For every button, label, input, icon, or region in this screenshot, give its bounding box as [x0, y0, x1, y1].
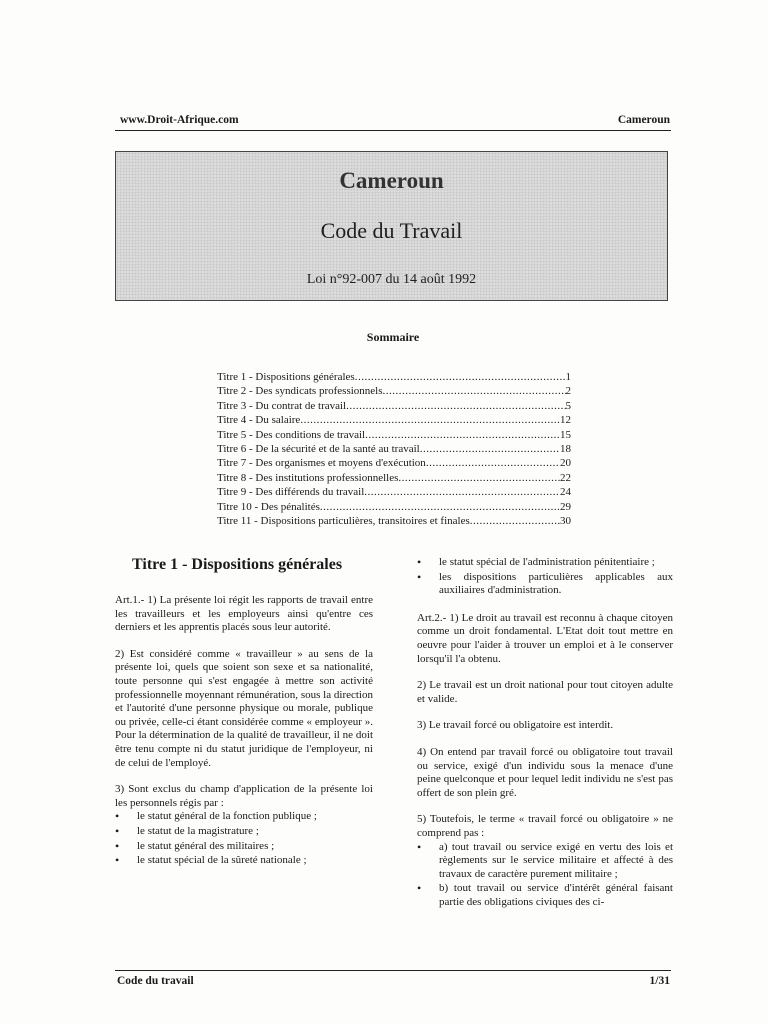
list-item: • le statut de la magistrature ;: [115, 825, 373, 839]
footer-rule: [115, 970, 671, 971]
toc-item: Titre 4 - Du salaire ..... 12: [217, 413, 571, 427]
article-2-label: Art.2.-: [417, 611, 447, 624]
toc-item: Titre 3 - Du contrat de travail ..... 5: [217, 399, 571, 413]
exclusion-list: [115, 810, 373, 867]
toc-item: Titre 6 - De la sécurité et de la santé au travail ..... 18: [217, 442, 571, 456]
right-column: [417, 556, 673, 910]
header-rule: [115, 130, 671, 131]
article-1-paragraph-1: Art.1.- 1) La présente loi régit les rapports de travail entre les travailleurs et les employeurs ainsi qu'entre ces derniers et les apprentis placés sous leur autorité.: [115, 594, 373, 634]
document-title: Code du Travail: [320, 218, 463, 243]
footer-title: Code du travail: [117, 975, 194, 987]
list-item: • le statut général de la fonction publique ;: [115, 810, 373, 824]
article-2-paragraph-4: 4) On entend par travail forcé ou obligatoire tout travail ou service, exigé d'un individu sous la menace d'une peine quelconque et pour lequel ledit individu ne s'est pas offert de son plein gré.: [417, 745, 673, 799]
article-2-paragraph-1: Art.2.- 1) Le droit au travail est reconnu à chaque citoyen comme un droit fondamental. L'Etat doit tout mettre en oeuvre pour l'aider à trouver un emploi et à le conserver lorsqu'il l'a obtenu.: [417, 611, 673, 665]
toc-item: Titre 7 - Des organismes et moyens d'exécution ..... 20: [217, 456, 571, 470]
article-1-paragraph-3: 3) Sont exclus du champ d'application de la présente loi les personnels régis par :: [115, 783, 373, 809]
toc-item: Titre 2 - Des syndicats professionnels ..... 2: [217, 384, 571, 398]
page-number: 1/31: [649, 975, 670, 987]
list-item: • a) tout travail ou service exigé en vertu des lois et règlements sur le service militaire et affecté à des travaux de caractère purement militaire ;: [417, 841, 673, 882]
toc-heading: Sommaire: [366, 330, 420, 344]
toc-item: Titre 11 - Dispositions particulières, transitoires et finales ..... 30: [217, 514, 571, 528]
article-2-paragraph-5: 5) Toutefois, le terme « travail forcé ou obligatoire » ne comprend pas :: [417, 813, 673, 839]
article-2-paragraph-3: 3) Le travail forcé ou obligatoire est interdit.: [417, 719, 614, 732]
left-column: [115, 594, 373, 869]
article-1-label: Art.1.-: [115, 594, 145, 606]
list-item: • le statut spécial de l'administration pénitentiaire ;: [417, 556, 673, 570]
toc-item: Titre 5 - Des conditions de travail ..... 15: [217, 428, 571, 442]
list-item: • les dispositions particulières applicables aux auxiliaires d'administration.: [417, 571, 673, 598]
law-reference: Loi n°92-007 du 14 août 1992: [306, 272, 477, 287]
toc-item: Titre 9 - Des différends du travail ..... 24: [217, 485, 571, 499]
table-of-contents: [217, 370, 571, 528]
site-url: www.Droit-Afrique.com: [120, 114, 239, 126]
article-2-paragraph-2: 2) Le travail est un droit national pour tout citoyen adulte et valide.: [417, 679, 673, 705]
list-item: • b) tout travail ou service d'intérêt général faisant partie des obligations civiques des ci-: [417, 882, 673, 909]
toc-item: Titre 8 - Des institutions professionnelles ..... 22: [217, 471, 571, 485]
section-heading: Titre 1 - Dispositions générales: [132, 556, 343, 573]
exclusion-list-continued: [417, 556, 673, 598]
toc-item: Titre 1 - Dispositions générales ..... 1: [217, 370, 571, 384]
list-item: • le statut spécial de la sûreté nationale ;: [115, 854, 373, 868]
title-box: [115, 151, 668, 301]
header-country: Cameroun: [617, 114, 670, 126]
article-1-paragraph-2: 2) Est considéré comme « travailleur » au sens de la présente loi, quels que soient son sexe et sa nationalité, toute personne qui s'est engagée à mettre son activité professionnelle moyennant rémunération, sous la direction et l'autorité d'une personne physique ou morale, publique ou privée, celle-ci étant considérée comme « employeur ». Pour la détermination de la qualité de travailleur, il ne doit être tenu compte ni du statut juridique de l'employeur, ni de celui de l'employé.: [115, 647, 373, 769]
document-country-title: Cameroun: [339, 168, 444, 193]
list-item: • le statut général des militaires ;: [115, 840, 373, 854]
forced-labour-exceptions: [417, 841, 673, 910]
toc-item: Titre 10 - Des pénalités ..... 29: [217, 500, 571, 514]
